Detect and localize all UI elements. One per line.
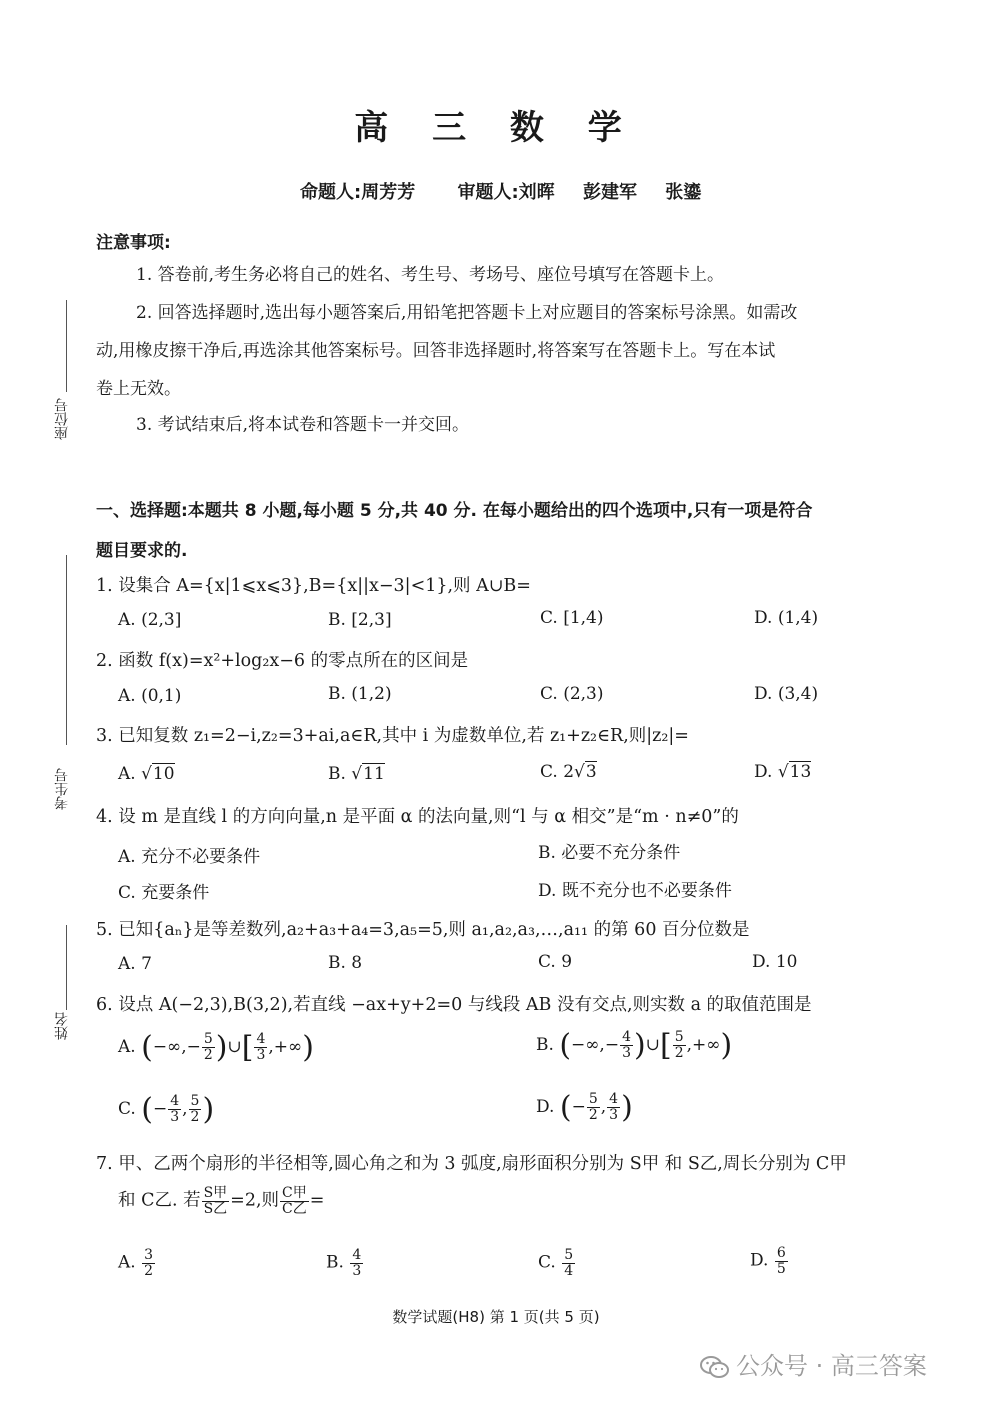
q3-option-b-label: B. √: [328, 764, 363, 784]
q7-stem-line1: 7. 甲、乙两个扇形的半径相等,圆心角之和为 3 弧度,扇形面积分别为 S甲 和 S乙,周长分别为 C甲: [96, 1154, 847, 1174]
union: ∪: [645, 1035, 660, 1055]
q7-c-frac: [562, 1248, 575, 1278]
num: 4: [256, 1031, 266, 1048]
num: 4: [170, 1093, 180, 1110]
num: 5: [203, 1031, 213, 1048]
reviewer-2: 彭建军: [582, 182, 637, 203]
q6-b-frac1: [620, 1030, 633, 1060]
notice-heading: 注意事项:: [96, 233, 171, 253]
q4-option-c: C. 充要条件: [118, 883, 210, 903]
paren: ): [302, 1030, 314, 1065]
q3-option-c: [540, 762, 597, 782]
q6-stem: 6. 设点 A(−2,3),B(3,2),若直线 −ax+y+2=0 与线段 AB 没有交点,则实数 a 的取值范围是: [96, 995, 812, 1015]
q6-c-label: C.: [118, 1099, 142, 1119]
notice-item-1: 1. 答卷前,考生务必将自己的姓名、考生号、考场号、座位号填写在答题卡上。: [136, 265, 725, 285]
wechat-icon-svg: [700, 1355, 730, 1379]
num: 5: [588, 1091, 598, 1108]
q6-c-frac1: [168, 1094, 181, 1124]
paren: (: [559, 1028, 572, 1063]
q3-option-b-radicand: 11: [363, 764, 385, 784]
den: 2: [190, 1109, 200, 1125]
exam-no-label: 考生号: [54, 768, 70, 810]
seat-label: 座位号: [54, 398, 70, 440]
q7-text-b: =2,则: [230, 1190, 280, 1211]
q7-ratio-c: [280, 1186, 309, 1216]
setter: 命题人:周芳芳: [300, 182, 416, 203]
den: S乙: [203, 1200, 228, 1217]
name-field-line: [66, 925, 67, 1010]
q7-b-frac: [350, 1248, 363, 1278]
num: 4: [352, 1247, 362, 1263]
q7-text-a: 和 C乙. 若: [118, 1190, 201, 1211]
q7-d-frac: [775, 1246, 788, 1276]
q1-option-d: D. (1,4): [754, 608, 819, 628]
num: 4: [609, 1091, 619, 1108]
den: 2: [674, 1045, 684, 1061]
q3-option-d-radicand: 13: [789, 762, 812, 782]
paren: (: [141, 1092, 153, 1127]
den: 4: [564, 1262, 574, 1279]
q3-option-d: [754, 762, 811, 782]
num: 6: [776, 1245, 786, 1261]
q6-a-label: A.: [118, 1037, 142, 1057]
num: 5: [564, 1247, 574, 1263]
notice-item-2a: 2. 回答选择题时,选出每小题答案后,用铅笔把答题卡上对应题目的答案标号涂黑。如需改: [136, 303, 798, 323]
q7-b-label: B.: [326, 1252, 350, 1273]
q7-option-b: [326, 1248, 364, 1278]
q6-a-part: −∞,−: [152, 1037, 201, 1057]
paren: (: [559, 1090, 572, 1125]
reviewer-3: 张鎏: [665, 182, 702, 203]
q5-option-b: B. 8: [328, 953, 363, 973]
q4-option-d: D. 既不充分也不必要条件: [538, 881, 732, 901]
den: 2: [203, 1047, 213, 1063]
q5-option-d: D. 10: [752, 952, 798, 972]
den: 3: [622, 1045, 632, 1061]
q3-option-c-label: C. 2√: [540, 762, 585, 782]
comma: ,: [600, 1097, 607, 1117]
q3-option-b: [328, 764, 385, 784]
section-heading-line2: 题目要求的.: [96, 541, 188, 561]
q7-d-label: D.: [750, 1250, 774, 1271]
section-heading-line1: 一、选择题:本题共 8 小题,每小题 5 分,共 40 分. 在每小题给出的四个选项中,只有一项是符合: [96, 501, 813, 521]
q6-option-a: [118, 1030, 314, 1065]
notice-item-2b: 动,用橡皮擦干净后,再选涂其他答案标号。回答非选择题时,将答案写在答题卡上。写在本试: [96, 341, 776, 361]
q7-option-d: [750, 1246, 789, 1276]
q6-a-frac2: [254, 1032, 267, 1062]
q6-b-part2: ,+∞: [686, 1035, 721, 1055]
q2-option-a: A. (0,1): [118, 686, 182, 706]
notice-item-3: 3. 考试结束后,将本试卷和答题卡一并交回。: [136, 415, 470, 435]
q3-option-a-radicand: 10: [152, 764, 175, 784]
num: C甲: [282, 1185, 307, 1201]
watermark: [700, 1346, 927, 1381]
q7-stem-line2: [118, 1186, 324, 1216]
q2-stem: 2. 函数 f(x)=x²+log₂x−6 的零点所在的区间是: [96, 651, 469, 671]
num: 5: [674, 1029, 684, 1046]
den: 3: [352, 1262, 362, 1279]
q1-option-a: A. (2,3]: [118, 610, 182, 630]
paren: ): [621, 1090, 633, 1125]
notice-item-2c: 卷上无效。: [96, 379, 181, 399]
paren: ): [202, 1092, 215, 1127]
name-label: 姓名: [54, 1012, 70, 1040]
wechat-icon: [700, 1355, 730, 1379]
q7-option-c: [538, 1248, 576, 1278]
q7-a-label: A.: [118, 1252, 142, 1273]
paren: (: [141, 1030, 153, 1065]
num: 3: [144, 1247, 154, 1263]
author-line: [300, 178, 723, 204]
q3-stem: 3. 已知复数 z₁=2−i,z₂=3+ai,a∈R,其中 i 为虚数单位,若 z₁+z₂∈R,则|z₂|=: [96, 726, 689, 746]
q6-option-c: [118, 1092, 214, 1127]
q3-option-a-label: A. √: [118, 764, 152, 784]
den: C乙: [282, 1200, 307, 1217]
q6-b-part: −∞,−: [571, 1035, 620, 1055]
q6-d-part: −: [571, 1097, 586, 1117]
q5-option-c: C. 9: [538, 952, 573, 972]
paren: ): [215, 1030, 228, 1065]
den: 2: [588, 1107, 598, 1123]
q6-c-frac2: [189, 1094, 202, 1124]
q6-d-label: D.: [536, 1097, 560, 1117]
q6-a-part2: ,+∞: [268, 1037, 303, 1057]
q2-option-c: C. (2,3): [540, 684, 604, 704]
q6-option-d: [536, 1090, 633, 1125]
num: S甲: [203, 1185, 228, 1201]
q2-option-b: B. (1,2): [328, 684, 392, 704]
q4-option-b: B. 必要不充分条件: [538, 843, 681, 863]
q5-option-a: A. 7: [118, 954, 152, 974]
q7-c-label: C.: [538, 1252, 562, 1273]
q3-option-d-label: D. √: [754, 762, 789, 782]
q5-stem: 5. 已知{aₙ}是等差数列,a₂+a₃+a₄=3,a₅=5,则 a₁,a₂,a₃,…,a₁₁ 的第 60 百分位数是: [96, 920, 750, 940]
den: 3: [609, 1107, 619, 1123]
q1-stem: 1. 设集合 A={x|1⩽x⩽3},B={x||x−3|<1},则 A∪B=: [96, 576, 531, 596]
den: 2: [144, 1262, 154, 1279]
exam-no-field-line: [66, 555, 67, 745]
q7-option-a: [118, 1248, 156, 1278]
paren: ): [720, 1028, 733, 1063]
reviewer-1: 审题人:刘晖: [457, 182, 555, 203]
q4-option-a: A. 充分不必要条件: [118, 847, 261, 867]
num: 4: [622, 1029, 632, 1046]
seat-field-line: [66, 300, 67, 392]
den: 3: [170, 1109, 180, 1125]
den: 5: [776, 1260, 786, 1277]
q3-option-a: [118, 764, 175, 784]
q6-a-frac1: [202, 1032, 215, 1062]
page-footer: 数学试题(H8) 第 1 页(共 5 页): [392, 1308, 600, 1326]
paren: ): [634, 1028, 646, 1063]
q1-option-c: C. [1,4): [540, 608, 604, 628]
q4-stem: 4. 设 m 是直线 l 的方向向量,n 是平面 α 的法向量,则“l 与 α 相交”是“m · n≠0”的: [96, 807, 739, 827]
q3-option-c-radicand: 3: [585, 762, 597, 782]
union: ∪: [227, 1037, 242, 1057]
num: 5: [190, 1093, 200, 1110]
q6-option-b: [536, 1028, 732, 1063]
q7-ratio-s: [202, 1186, 230, 1216]
q6-d-frac1: [587, 1092, 600, 1122]
comma: ,: [182, 1099, 188, 1119]
page-title: 高 三 数 学: [354, 108, 638, 148]
q6-b-label: B.: [536, 1035, 560, 1055]
den: 3: [256, 1047, 266, 1063]
q2-option-d: D. (3,4): [754, 684, 819, 704]
watermark-text: 公众号 · 高三答案: [736, 1352, 927, 1380]
q6-d-frac2: [607, 1092, 620, 1122]
q7-a-frac: [142, 1248, 155, 1278]
q7-text-c: =: [309, 1190, 325, 1211]
bracket: [: [659, 1028, 672, 1063]
q1-option-b: B. [2,3]: [328, 610, 392, 630]
bracket: [: [241, 1030, 254, 1065]
q6-b-frac2: [673, 1030, 686, 1060]
q6-c-part: −: [152, 1099, 168, 1119]
